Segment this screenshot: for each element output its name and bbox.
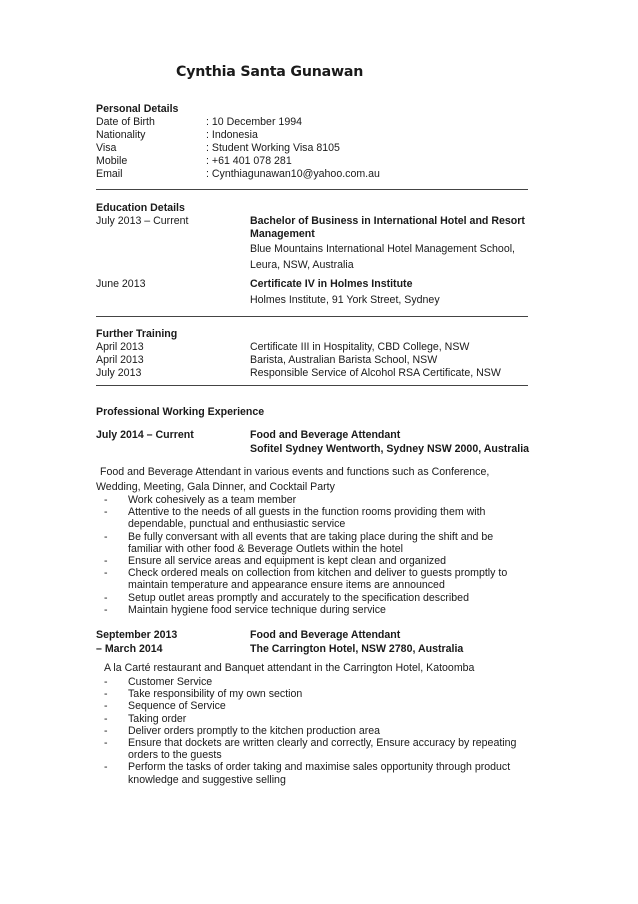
list-item xyxy=(96,761,536,785)
job-duties-list xyxy=(96,494,536,616)
education-date: July 2013 – Current xyxy=(96,215,189,227)
field-label: Visa xyxy=(96,142,117,154)
bullet-dash: - xyxy=(104,676,108,688)
duty-text: Ensure that dockets are written clearly and correctly, Ensure accuracy by repeating orders to the guests xyxy=(128,737,517,762)
personal-row-email xyxy=(96,168,536,181)
education-title: Certificate IV in Holmes Institute xyxy=(250,278,413,290)
education-heading: Education Details xyxy=(96,202,185,214)
training-row xyxy=(96,367,536,380)
training-date: July 2013 xyxy=(96,367,142,379)
training-text: Certificate III in Hospitality, CBD College, NSW xyxy=(250,341,470,353)
education-line: Holmes Institute, 91 York Street, Sydney xyxy=(250,294,440,306)
personal-row-nationality xyxy=(96,129,536,142)
bullet-dash: - xyxy=(104,506,108,519)
duty-text: Perform the tasks of order taking and maximise sales opportunity through product knowledge and suggestive selling xyxy=(128,761,511,786)
training-text: Responsible Service of Alcohol RSA Certificate, NSW xyxy=(250,367,501,379)
job-date-end: – March 2014 xyxy=(96,643,163,655)
education-date: June 2013 xyxy=(96,278,146,290)
training-heading: Further Training xyxy=(96,328,178,340)
bullet-dash: - xyxy=(104,688,108,701)
bullet-dash: - xyxy=(104,761,108,774)
list-item xyxy=(96,737,536,761)
duty-text: Setup outlet areas promptly and accurately to the specification described xyxy=(128,591,469,604)
training-row xyxy=(96,354,536,367)
duty-text: Attentive to the needs of all guests in the function rooms providing them with dependable, punctual and enthusiastic service xyxy=(128,506,486,531)
job-entry xyxy=(96,429,536,456)
education-title: Bachelor of Business in International Hotel and Resort Management xyxy=(250,215,525,240)
list-item xyxy=(96,555,536,567)
bullet-dash: - xyxy=(104,700,108,713)
bullet-dash: - xyxy=(104,737,108,750)
personal-details-heading: Personal Details xyxy=(96,103,179,115)
duty-text: Deliver orders promptly to the kitchen production area xyxy=(128,724,381,737)
education-entry xyxy=(96,215,536,272)
section-divider xyxy=(96,385,528,386)
list-item xyxy=(96,604,536,616)
bullet-dash: - xyxy=(104,724,108,737)
field-value: : Indonesia xyxy=(206,129,258,141)
field-value: : +61 401 078 281 xyxy=(206,155,292,167)
section-divider xyxy=(96,189,528,190)
list-item xyxy=(96,494,536,506)
education-line: Leura, NSW, Australia xyxy=(250,259,354,271)
list-item xyxy=(96,700,536,712)
bullet-dash: - xyxy=(104,712,108,725)
field-label: Nationality xyxy=(96,129,146,141)
experience-heading: Professional Working Experience xyxy=(96,406,265,418)
training-text: Barista, Australian Barista School, NSW xyxy=(250,354,438,366)
job-summary: Food and Beverage Attendant in various events and functions such as Conference, Wedding, Meeting, Gala Dinner, and Cocktail Party xyxy=(96,466,490,493)
field-value: : Student Working Visa 8105 xyxy=(206,142,340,154)
personal-row-dob xyxy=(96,116,536,129)
field-label: Email xyxy=(96,168,123,180)
list-item xyxy=(96,592,536,604)
duty-text: Taking order xyxy=(128,712,187,725)
list-item xyxy=(96,725,536,737)
job-place: Sofitel Sydney Wentworth, Sydney NSW 2000, Australia xyxy=(250,443,530,455)
field-label: Date of Birth xyxy=(96,116,155,128)
education-entry xyxy=(96,278,536,307)
job-summary: A la Carté restaurant and Banquet attendant in the Carrington Hotel, Katoomba xyxy=(104,662,475,674)
bullet-dash: - xyxy=(104,530,108,543)
duty-text: Ensure all service areas and equipment is kept clean and organized xyxy=(128,555,447,568)
duty-text: Check ordered meals on collection from kitchen and deliver to guests promptly to maintain temperature and appearance ensure items are announced xyxy=(128,567,508,592)
list-item xyxy=(96,688,536,700)
duty-text: Work cohesively as a team member xyxy=(128,494,297,506)
job-date: July 2014 – Current xyxy=(96,429,194,441)
training-row xyxy=(96,341,536,354)
job-duties-list xyxy=(96,676,536,786)
bullet-dash: - xyxy=(104,591,108,604)
training-date: April 2013 xyxy=(96,341,144,353)
section-divider xyxy=(96,316,528,317)
job-place: The Carrington Hotel, NSW 2780, Australia xyxy=(250,643,464,655)
personal-row-mobile xyxy=(96,155,536,168)
job-title: Food and Beverage Attendant xyxy=(250,629,401,641)
list-item xyxy=(96,713,536,725)
job-entry xyxy=(96,629,536,656)
field-value: : Cynthiagunawan10@yahoo.com.au xyxy=(206,168,380,180)
bullet-dash: - xyxy=(104,603,108,616)
field-value: : 10 December 1994 xyxy=(206,116,302,128)
duty-text: Sequence of Service xyxy=(128,700,226,713)
training-list xyxy=(96,341,536,380)
candidate-name: Cynthia Santa Gunawan xyxy=(176,64,364,80)
list-item xyxy=(96,567,536,591)
duty-text: Take responsibility of my own section xyxy=(128,688,303,701)
personal-details-list xyxy=(96,116,536,181)
job-date: September 2013 xyxy=(96,629,178,641)
bullet-dash: - xyxy=(104,555,108,568)
training-date: April 2013 xyxy=(96,354,144,366)
duty-text: Maintain hygiene food service technique during service xyxy=(128,603,386,616)
education-line: Blue Mountains International Hotel Management School, xyxy=(250,243,516,255)
bullet-dash: - xyxy=(104,567,108,580)
duty-text: Be fully conversant with all events that are taking place during the shift and be familiar with other food & Beverage Outlets within the hotel xyxy=(128,530,494,555)
job-title: Food and Beverage Attendant xyxy=(250,429,401,441)
bullet-dash: - xyxy=(104,494,108,506)
personal-row-visa xyxy=(96,142,536,155)
list-item xyxy=(96,506,536,530)
field-label: Mobile xyxy=(96,155,128,167)
list-item xyxy=(96,531,536,555)
duty-text: Customer Service xyxy=(128,676,213,688)
list-item xyxy=(96,676,536,688)
